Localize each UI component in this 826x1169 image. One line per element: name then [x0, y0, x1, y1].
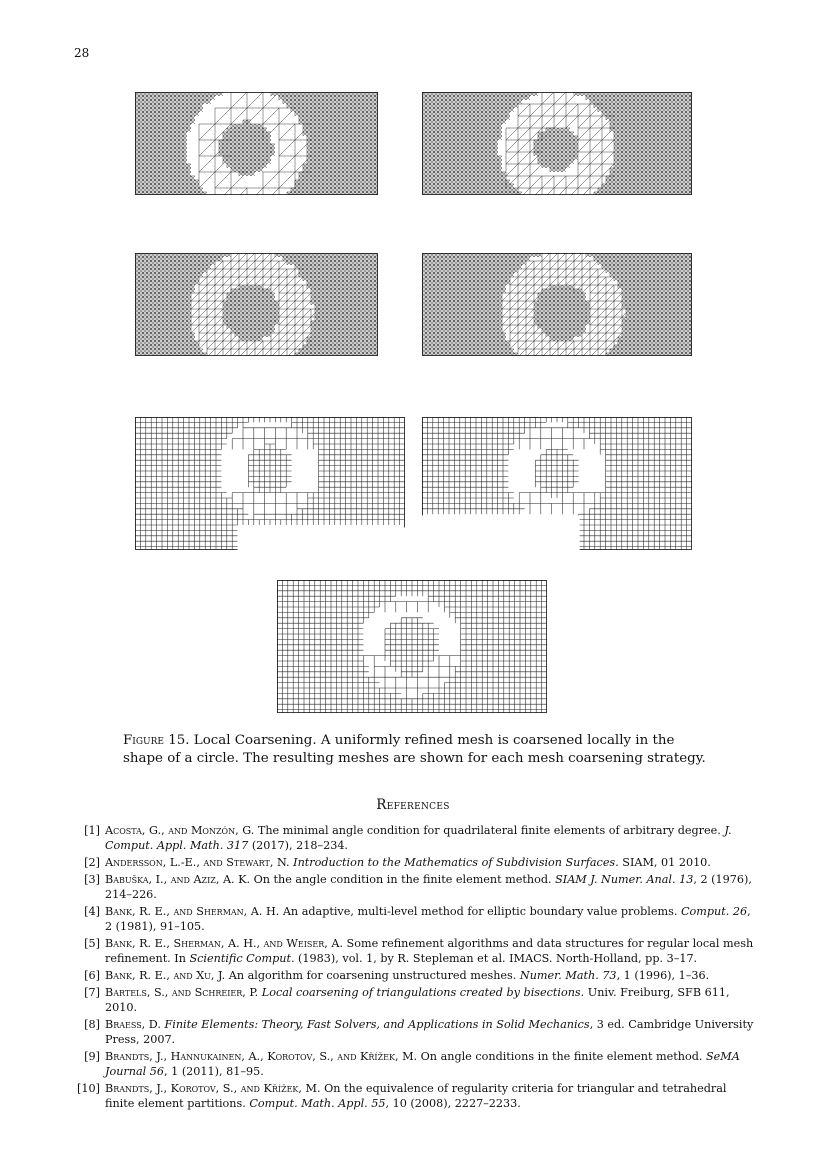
reference-venue: Finite Elements: Theory, Fast Solvers, and Applications in Solid Mechanics	[164, 1017, 590, 1031]
reference-item	[72, 936, 756, 966]
reference-item	[72, 855, 756, 870]
reference-details: SIAM, 01 2010.	[618, 856, 711, 869]
reference-authors: Andersson, L.-E., and Stewart, N.	[105, 856, 290, 869]
figure-label: Figure 15.	[123, 733, 190, 748]
reference-details: (2017), 218–234.	[248, 839, 348, 853]
mesh-figure-6	[422, 417, 692, 550]
mesh-edges	[422, 92, 692, 195]
reference-venue: Comput. 26	[680, 904, 748, 918]
references-list	[72, 823, 756, 1113]
reference-number: [4]	[84, 904, 100, 918]
mesh-edges	[135, 253, 378, 356]
reference-authors: Braess, D.	[105, 1017, 161, 1031]
references-heading: References	[376, 797, 450, 813]
reference-number: [6]	[84, 968, 100, 982]
mesh-figure-3	[135, 253, 378, 356]
mesh-figure-7	[277, 580, 547, 713]
reference-details: , 1 (2011), 81–95.	[164, 1064, 264, 1078]
reference-title: An algorithm for coarsening unstructured meshes.	[225, 968, 520, 982]
reference-title: On the equivalence of regularity criteria for triangular and tetrahedral finite element partitions.	[105, 1081, 727, 1110]
page-number: 28	[74, 46, 90, 60]
reference-details: , 1 (1996), 1–36.	[616, 968, 710, 982]
reference-authors: Acosta, G., and Monzón, G.	[105, 824, 255, 837]
reference-number: [1]	[84, 824, 100, 837]
reference-item	[72, 1081, 756, 1111]
reference-authors: Brandts, J., Hannukainen, A., Korotov, S., and Křížek, M.	[105, 1049, 418, 1063]
mesh-edges	[277, 580, 547, 713]
mesh-cutout	[238, 527, 405, 550]
reference-details: , 3 ed. Cambridge University Press, 2007.	[105, 1017, 754, 1046]
reference-details: , 2 (1981), 91–105.	[105, 904, 751, 933]
reference-authors: Babuška, I., and Aziz, A. K.	[105, 872, 251, 886]
reference-item	[72, 904, 756, 934]
mesh-figure-5	[135, 417, 405, 550]
reference-venue: Numer. Math. 73	[519, 968, 617, 982]
reference-details: , 2 (1976), 214–226.	[105, 872, 752, 901]
reference-venue: Introduction to the Mathematics of Subdivision Surfaces.	[293, 856, 619, 869]
reference-number: [5]	[84, 936, 100, 950]
reference-item	[72, 1049, 756, 1079]
reference-authors: Bank, R. E., and Sherman, A. H.	[105, 904, 280, 918]
reference-item	[72, 968, 756, 983]
reference-title: An adaptive, multi-level method for elliptic boundary value problems.	[279, 904, 681, 918]
mesh-edges	[422, 253, 692, 356]
reference-venue: SIAM J. Numer. Anal. 13	[555, 872, 694, 886]
mesh-figure-4	[422, 253, 692, 356]
reference-number: [10]	[77, 1081, 100, 1095]
reference-number: [8]	[84, 1017, 100, 1031]
reference-item	[72, 823, 756, 853]
reference-title: Some refinement algorithms and data structures for regular local mesh refinement. In	[105, 936, 754, 965]
mesh-cutout	[422, 515, 580, 550]
reference-item	[72, 872, 756, 902]
reference-venue: Local coarsening of triangulations created by bisections.	[261, 985, 585, 999]
figure-caption-text: Local Coarsening. A uniformly refined mesh is coarsened locally in the shape of a circle. The resulting meshes are shown for each mesh coarsening strategy.	[123, 733, 706, 766]
reference-venue: SeMA Journal 56	[105, 1049, 740, 1078]
reference-number: [2]	[84, 856, 100, 869]
mesh-edges	[135, 92, 378, 195]
reference-number: [9]	[84, 1049, 100, 1063]
reference-authors: Brandts, J., Korotov, S., and Křížek, M.	[105, 1081, 321, 1095]
reference-venue: Comput. Math. Appl. 55	[249, 1096, 386, 1110]
reference-authors: Bank, R. E., and Xu, J.	[105, 968, 226, 982]
mesh-figure-2	[422, 92, 692, 195]
reference-authors: Bank, R. E., Sherman, A. H., and Weiser, A.	[105, 936, 343, 950]
reference-title: The minimal angle condition for quadrilateral finite elements of arbitrary degree.	[254, 824, 725, 837]
reference-details: , 10 (2008), 2227–2233.	[385, 1096, 521, 1110]
reference-number: [7]	[84, 985, 100, 999]
mesh-figure-1	[135, 92, 378, 195]
reference-details: (1983), vol. 1, by R. Stepleman et al. IMACS. North-Holland, pp. 3–17.	[294, 952, 698, 965]
reference-title: On the angle condition in the finite element method.	[250, 872, 556, 886]
reference-venue: J. Comput. Appl. Math. 317	[105, 824, 732, 853]
reference-number: [3]	[84, 872, 100, 886]
reference-title: On angle conditions in the finite element method.	[417, 1049, 706, 1063]
reference-authors: Bartels, S., and Schreier, P.	[105, 985, 259, 999]
reference-item	[72, 1017, 756, 1047]
reference-venue: Scientific Comput.	[189, 952, 295, 965]
figure-caption	[123, 732, 708, 768]
reference-details: Univ. Freiburg, SFB 611, 2010.	[105, 985, 730, 1014]
reference-item	[72, 985, 756, 1015]
